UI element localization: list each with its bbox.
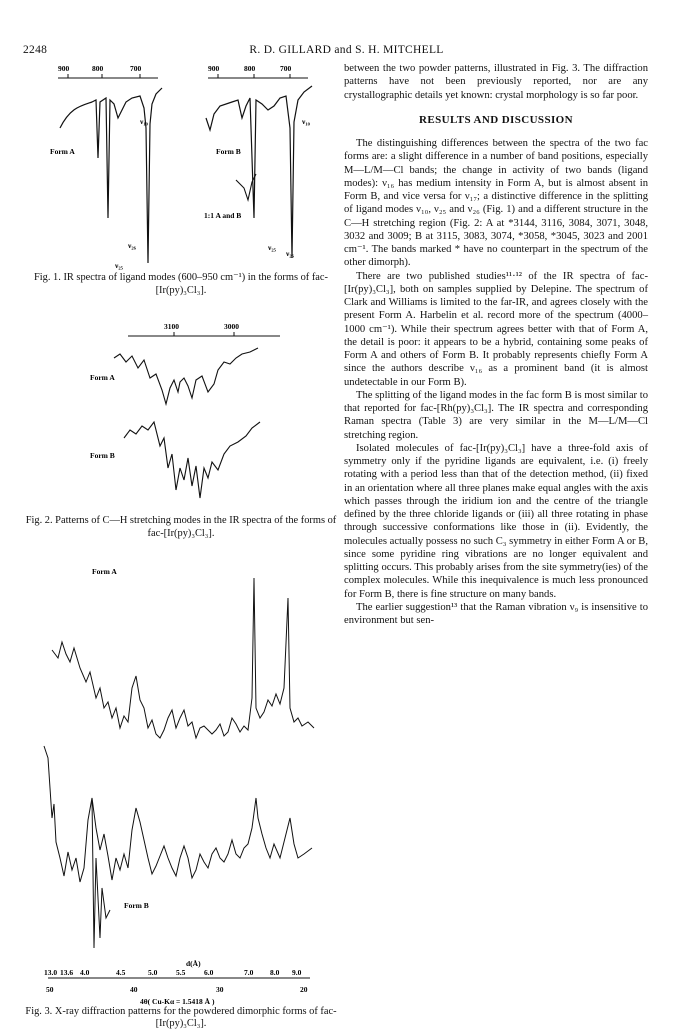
fig2-trace-b bbox=[124, 422, 260, 498]
fig3-d-tick-5: 5.5 bbox=[176, 968, 186, 977]
fig3-d-tick-0: 13.0 bbox=[44, 968, 58, 977]
fig1-tick-a-700: 700 bbox=[130, 64, 142, 73]
fig3-theta-tick-20: 20 bbox=[300, 985, 308, 994]
fig1-label-nu25-a: ν₂₅ bbox=[115, 261, 123, 270]
fig3-label-form-b: Form B bbox=[124, 901, 149, 910]
paragraph-3: The splitting of the ligand modes in the fac form B is most similar to that reported for fac-[Rh(py)₃Cl₃]. The IR spectra and corresponding Raman spectra (Table 3) are very similar in the M—L/M—Cl stretching region. bbox=[344, 389, 648, 441]
fig1-tick-b-700: 700 bbox=[280, 64, 292, 73]
fig1-tick-b-900: 900 bbox=[208, 64, 220, 73]
page-number: 2248 bbox=[23, 44, 48, 56]
fig1-label-nu26-b: ν₂₆ bbox=[286, 249, 294, 258]
fig3-theta-tick-40: 40 bbox=[130, 985, 138, 994]
fig3-label-form-a: Form A bbox=[92, 567, 117, 576]
fig3-d-tick-3: 4.5 bbox=[116, 968, 126, 977]
fig3-trace-b bbox=[44, 746, 312, 882]
fig3-d-tick-2: 4.0 bbox=[80, 968, 90, 977]
fig2-label-form-b: Form B bbox=[90, 451, 115, 460]
paragraph-2: There are two published studies¹¹·¹² of the IR spectra of fac-[Ir(py)₃Cl₃], both on samples supplied by Delepine. The spectrum of Clark and Williams is limited to the far-IR, and agrees closely with the present Form A. Harbelin et al. record more of the spectrum (4000–1000 cm⁻¹). While their spectrum agrees better with that of Form A, the detail is poor: it appears to be a hybrid, containing some peaks of Form A and others of Form B. It probably represents chiefly Form A since the authors describe ν₁₆ as a prominent band (it is almost undetectable in our Form B). bbox=[344, 270, 648, 388]
fig1-label-nu10-b: ν₁₀ bbox=[302, 117, 310, 126]
fig3-d-tick-6: 6.0 bbox=[204, 968, 214, 977]
paragraph-continued: between the two powder patterns, illustrated in Fig. 3. The diffraction patterns have not been previously reported, nor are any crystallographic details yet known: crystal morphology is so far poor. bbox=[344, 63, 648, 101]
paragraph-5: The earlier suggestion¹³ that the Raman vibration ν₉ is insensitive to environment but sen- bbox=[344, 601, 648, 626]
fig1-tick-a-900: 900 bbox=[58, 64, 70, 73]
fig3-d-tick-7: 7.0 bbox=[244, 968, 254, 977]
section-heading: RESULTS AND DISCUSSION bbox=[419, 113, 573, 126]
fig2-label-form-a: Form A bbox=[90, 373, 115, 382]
fig1-label-form-a: Form A bbox=[50, 147, 75, 156]
fig1-label-nu10-a: ν₁₀ bbox=[140, 117, 148, 126]
fig2-trace-a bbox=[114, 348, 258, 404]
fig1-label-form-b: Form B bbox=[216, 147, 241, 156]
fig1-caption: Fig. 1. IR spectra of ligand modes (600–950 cm⁻¹) in the forms of fac-[Ir(py)₃Cl₃]. bbox=[34, 272, 328, 296]
body-text-column bbox=[344, 62, 648, 627]
fig1-trace-b bbox=[206, 86, 312, 258]
figure-1-ir-spectra bbox=[40, 58, 340, 270]
fig2-tick-3000: 3000 bbox=[224, 322, 239, 331]
figure-2-ch-stretching bbox=[30, 318, 330, 513]
fig3-d-tick-1: 13.6 bbox=[60, 968, 74, 977]
fig3-d-tick-4: 5.0 bbox=[148, 968, 158, 977]
running-title: R. D. GILLARD and S. H. MITCHELL bbox=[249, 44, 444, 56]
fig3-d-tick-9: 9.0 bbox=[292, 968, 302, 977]
fig1-tick-b-800: 800 bbox=[244, 64, 256, 73]
fig1-label-nu25-b: ν₂₅ bbox=[268, 243, 276, 252]
fig3-d-label: d(Å) bbox=[186, 959, 201, 968]
fig3-d-tick-8: 8.0 bbox=[270, 968, 280, 977]
fig1-label-mix: 1:1 A and B bbox=[204, 211, 242, 220]
fig3-theta-label: 4θ( Cu-Kα = 1.5418 Å ) bbox=[140, 997, 215, 1006]
fig1-trace-a bbox=[60, 88, 162, 263]
fig2-caption: Fig. 2. Patterns of C—H stretching modes in the IR spectra of the forms of fac-[Ir(py)₃Cl₃]. bbox=[25, 515, 337, 539]
fig1-tick-a-800: 800 bbox=[92, 64, 104, 73]
fig2-tick-3100: 3100 bbox=[164, 322, 179, 331]
figure-3-xray-diffraction bbox=[40, 558, 340, 1006]
paragraph-1: The distinguishing differences between the spectra of the two fac forms are: a slight difference in a number of band positions, especially M—L/M—Cl bands; the change in activity of two bands (ligand modes): ν₁₆ has medium intensity in Form A, but is almost absent in Form B, and vice versa for ν₁₇; a distinctive difference in the splitting of ligand modes ν₁₀, ν₂₅ and ν₂₆ (Fig. 1) and a different structure in the C—H stretching region (Fig. 2: A at *3144, 3116, 3084, 3071, 3048, 3032 and 3009; B at 3115, 3083, 3074, *3058, *3045, 3023 and 2001 cm⁻¹. The bands marked * have no counterpart in the spectrum of the other dimorph). bbox=[344, 138, 648, 269]
fig3-theta-tick-30: 30 bbox=[216, 985, 224, 994]
paragraph-4: Isolated molecules of fac-[Ir(py)₃Cl₃] have a three-fold axis of symmetry only if the pyridine ligands are equivalent, i.e. (i) freely rotating with a period less than that of the detection method, (ii) fixed in an orientation where all three planes make equal angles with the axis which passes through the iridium ion and the centre of the triangle defined by the three chloride ligands or (iii) all three rotating in phase through successive conformations like those in (ii). Evidently, the molecules actually possess no such C₃ symmetry in either Form A or B, since some pyridine ring vibrations are no longer equivalent and splitting occurs. This probably arises from the site symmetry(ies) of the complex molecules. While this inequivalence is much less pronounced for Form B, there is fine structure on many bands. bbox=[344, 442, 648, 600]
fig1-label-nu26-a: ν₂₆ bbox=[128, 241, 136, 250]
fig3-trace-a bbox=[52, 578, 314, 738]
fig3-caption: Fig. 3. X-ray diffraction patterns for the powdered dimorphic forms of fac-[Ir(py)₃Cl₃]. bbox=[25, 1006, 337, 1029]
fig3-theta-tick-50: 50 bbox=[46, 985, 54, 994]
